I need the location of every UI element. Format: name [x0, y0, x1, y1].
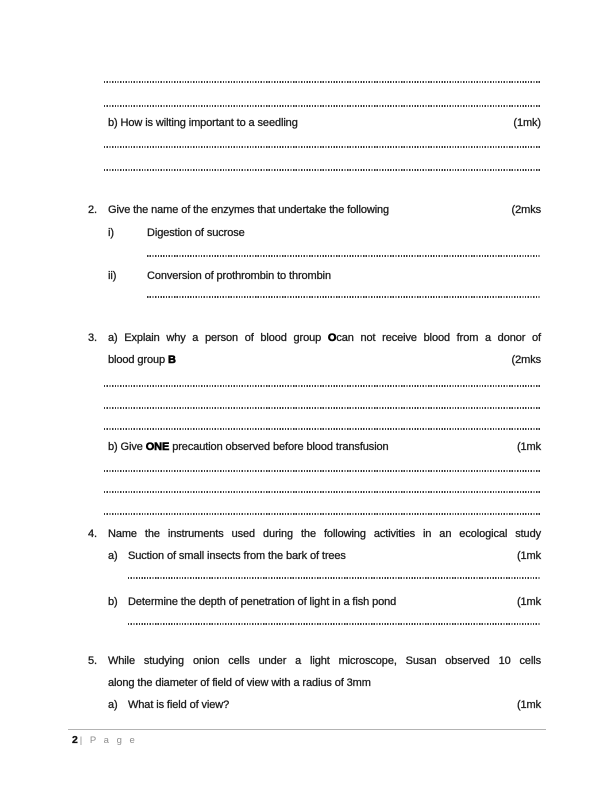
subitem-label: a) [108, 550, 118, 562]
question-4a-text: Suction of small insects from the bark of trees [128, 550, 346, 562]
marks-label: (1mk [516, 441, 541, 453]
question-5a-row [128, 698, 541, 713]
question-5-line1: While studying onion cells under a light microscope, Susan observed 10 cells [108, 655, 541, 667]
answer-dotted-line [104, 513, 541, 515]
subitem-label: b) [108, 596, 118, 608]
question-number: 4. [88, 528, 97, 540]
question-3b-row [108, 440, 541, 455]
question-1b-text: b) How is wilting important to a seedling [108, 117, 298, 129]
question-3a-line1 [108, 331, 541, 346]
answer-dotted-line [104, 470, 541, 472]
subitem-label: i) [108, 227, 114, 239]
answer-dotted-line [147, 255, 541, 257]
page-number: 2 [72, 734, 78, 746]
marks-label: (2mks [511, 354, 541, 366]
answer-dotted-line [104, 407, 541, 409]
question-2-text: Give the name of the enzymes that undertake the following [108, 204, 390, 216]
answer-dotted-line [128, 577, 541, 579]
question-2ii-text: Conversion of prothrombin to thrombin [147, 270, 332, 282]
question-number: 5. [88, 655, 97, 667]
question-3b-post: precaution observed before blood transfusion [169, 441, 389, 453]
question-4-text: Name the instruments used during the following activities in an ecological study [108, 528, 541, 540]
answer-dotted-line [104, 146, 541, 148]
marks-label: (2mks [511, 204, 541, 216]
footer-divider [68, 729, 546, 730]
subitem-label: ii) [108, 270, 117, 282]
one-bold: ONE [145, 441, 170, 453]
question-4b-row [128, 595, 541, 610]
subitem-label: a) [108, 699, 118, 711]
question-3a-line2 [108, 353, 541, 368]
question-3b-pre: b) Give [108, 441, 146, 453]
marks-label: (1mk) [513, 117, 541, 129]
answer-dotted-line [128, 623, 541, 625]
question-4b-text: Determine the depth of penetration of light in a fish pond [128, 596, 397, 608]
answer-dotted-line [147, 296, 541, 298]
question-5-line2: along the diameter of field of view with a radius of 3mm [108, 677, 371, 689]
question-5a-text: What is field of view? [128, 699, 230, 711]
question-2i-text: Digestion of sucrose [147, 227, 245, 239]
question-3a-text-pre: a) Explain why a person of blood group [108, 332, 328, 344]
answer-dotted-line [104, 491, 541, 493]
answer-dotted-line [104, 105, 541, 107]
question-4a-row [128, 549, 541, 564]
answer-dotted-line [104, 169, 541, 171]
question-3a-text-post: can not receive blood from a donor of [336, 332, 541, 344]
marks-label: (1mk [516, 699, 541, 711]
answer-dotted-line [104, 385, 541, 387]
blood-group-o-bold: O [327, 332, 337, 344]
question-3a-line2-pre: blood group [108, 354, 168, 366]
question-1b-row [108, 116, 541, 131]
answer-dotted-line [104, 81, 541, 83]
blood-group-b-bold: B [167, 354, 176, 366]
question-number: 2. [88, 204, 97, 216]
footer-page-label: | P a g e [79, 735, 138, 746]
question-number: 3. [88, 332, 97, 344]
question-2-row [108, 203, 541, 218]
marks-label: (1mk [516, 596, 541, 608]
page-footer [72, 733, 137, 748]
answer-dotted-line [104, 428, 541, 430]
marks-label: (1mk [516, 550, 541, 562]
